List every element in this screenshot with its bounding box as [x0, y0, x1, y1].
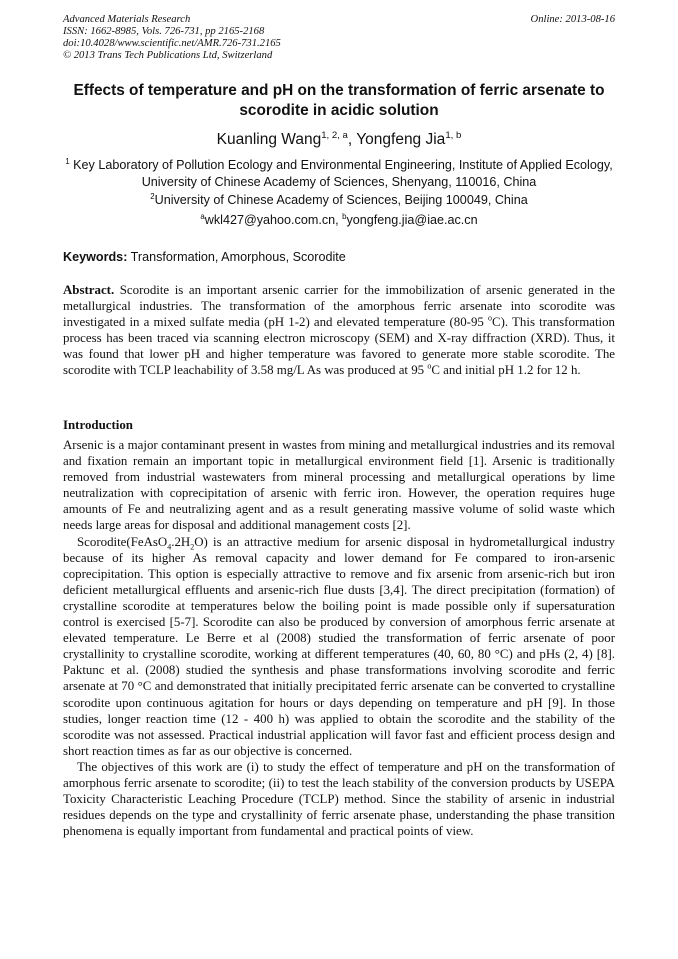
affiliation-1-marker: 1: [65, 156, 70, 166]
author-line: [63, 130, 615, 150]
degree-mark-2: o: [427, 362, 432, 372]
keywords-text: Transformation, Amorphous, Scorodite: [127, 250, 346, 264]
affiliation-1: [63, 157, 615, 191]
keywords: [63, 249, 615, 266]
author-2-affil-marker: 1, b: [445, 129, 462, 141]
degree-mark-1: o: [488, 313, 492, 323]
intro-paragraph-1: Arsenic is a major contaminant present in wastes from mining and metallurgical industries and its removal and fixation remain an important topic in metallurgical environment field [1]. Arsenic is traditionally removed from industrial wastewaters from mineral processing and metallurgical operations by lime neutralization with coprecipitation of arsenic with ferric iron. However, the operation requires huge amounts of Fe and neutralizing agent and as a result generating massive volume of solid waste which needs large areas for disposal and additional management costs [2].: [63, 438, 615, 533]
affiliation-2: [63, 192, 615, 209]
introduction-heading: Introduction: [63, 418, 133, 432]
journal-header: [63, 14, 615, 62]
paper-title: Effects of temperature and pH on the transformation of ferric arsenate to scorodite in acidic solution: [73, 82, 605, 119]
abstract-text-2: C). This transformation process has been traced via scanning electron microscopy (SEM) and X-ray diffraction (XRD). Thus, it was found that lower pH and higher temperature was favored to generate more stable scorodite. The scorodite with TCLP leachability of 3.58 mg/L As was produced at 95: [63, 315, 616, 378]
abstract-label: Abstract.: [63, 283, 115, 297]
affiliation-2-text: University of Chinese Academy of Sciences, Beijing 100049, China: [154, 193, 528, 207]
intro-paragraph-2: [63, 534, 615, 759]
p2-text-c: O) is an attractive medium for arsenic disposal in hydrometallurgical industry because of its higher As removal capacity and lower demand for Fe compared to iron-arsenic coprecipitation. This option is especially attractive to remove and fix arsenic from arsenic-rich but iron deficient metallurgical effluents and arsenic-rich flue dusts [3,4]. The direct precipitation (formation) of crystalline scorodite at temperatures below the boiling point is made possible only if supersaturation control is exercised [5-7]. Scorodite can also be produced by conversion of amorphous ferric arsenate at elevated temperature. Le Berre et al (2008) studied the transformation of ferric arsenate of poor crystallinity to crystalline scorodite, working at different temperatures (40, 60, 80 °C) and pHs (2, 4) [8]. Paktunc et al. (2008) studied the synthesis and phase transformations involving scorodite and ferric arsenate at 70 °C and demonstrated that initially precipitated ferric arsenate can be converted to crystalline scorodite upon continuous agitation for hours or days depending on temperature and pH [9]. In those studies, longer reaction time (12 - 400 h) was applied to obtain the scorodite and the stability of the scorodite was not assessed. Practical industrial application will favor fast and efficient process design and short reaction times as far as our objective is concerned.: [63, 534, 615, 758]
author-1-affil-marker: 1, 2, a: [321, 129, 348, 141]
introduction-body: [63, 437, 615, 839]
journal-name: Advanced Materials Research: [63, 14, 191, 25]
affiliation-1-text: Key Laboratory of Pollution Ecology and Environmental Engineering, Institute of Applied Ecology, University of Chinese Academy of Sciences, Shenyang, 110016, China: [69, 158, 613, 189]
doi-line: doi:10.4028/www.scientific.net/AMR.726-731.2165: [63, 38, 281, 49]
author-separator: ,: [347, 131, 357, 148]
abstract-text-1: Scorodite is an important arsenic carrier for the immobilization of arsenic generated in the metallurgical industries. The transformation of the amorphous ferric arsenate into scorodite was investigated in a mixed sulfate media (pH 1-2) and elevated temperature (80-95: [63, 283, 615, 330]
affiliation-2-marker: 2: [150, 191, 155, 201]
author-1-name: Kuanling Wang: [216, 131, 322, 148]
email-a-marker: a: [200, 211, 205, 221]
p2-text-b: .2H: [171, 534, 191, 549]
issn-line: ISSN: 1662-8985, Vols. 726-731, pp 2165-2168: [63, 26, 265, 37]
online-date: Online: 2013-08-16: [530, 14, 615, 25]
author-2-name: Yongfeng Jia: [356, 131, 446, 148]
email-b: yongfeng.jia@iae.ac.cn: [346, 213, 478, 227]
p2-text-a: Scorodite(FeAsO: [77, 534, 168, 549]
abstract-text-3: C and initial pH 1.2 for 12 h.: [431, 363, 581, 378]
intro-paragraph-3: The objectives of this work are (i) to study the effect of temperature and pH on the transformation of amorphous ferric arsenate to scorodite; (ii) to test the leach stability of the conversion products by USEPA Toxicity Characteristic Leaching Procedure (TCLP) method. Since the stability of arsenic in industrial residues depends on the type and crystallinity of ferric arsenate phase, understanding the phase transition phenomena is equally important from fundamental and practical points of view.: [63, 759, 615, 839]
email-b-marker: b: [342, 211, 347, 221]
p2-subscript-1: 4: [167, 542, 172, 552]
keywords-label: Keywords:: [63, 250, 128, 264]
copyright-line: © 2013 Trans Tech Publications Ltd, Switzerland: [63, 50, 273, 61]
author-emails: [63, 212, 615, 229]
p2-subscript-2: 2: [190, 542, 195, 552]
email-a: wkl427@yahoo.com.cn,: [204, 213, 343, 227]
abstract: [63, 282, 615, 379]
